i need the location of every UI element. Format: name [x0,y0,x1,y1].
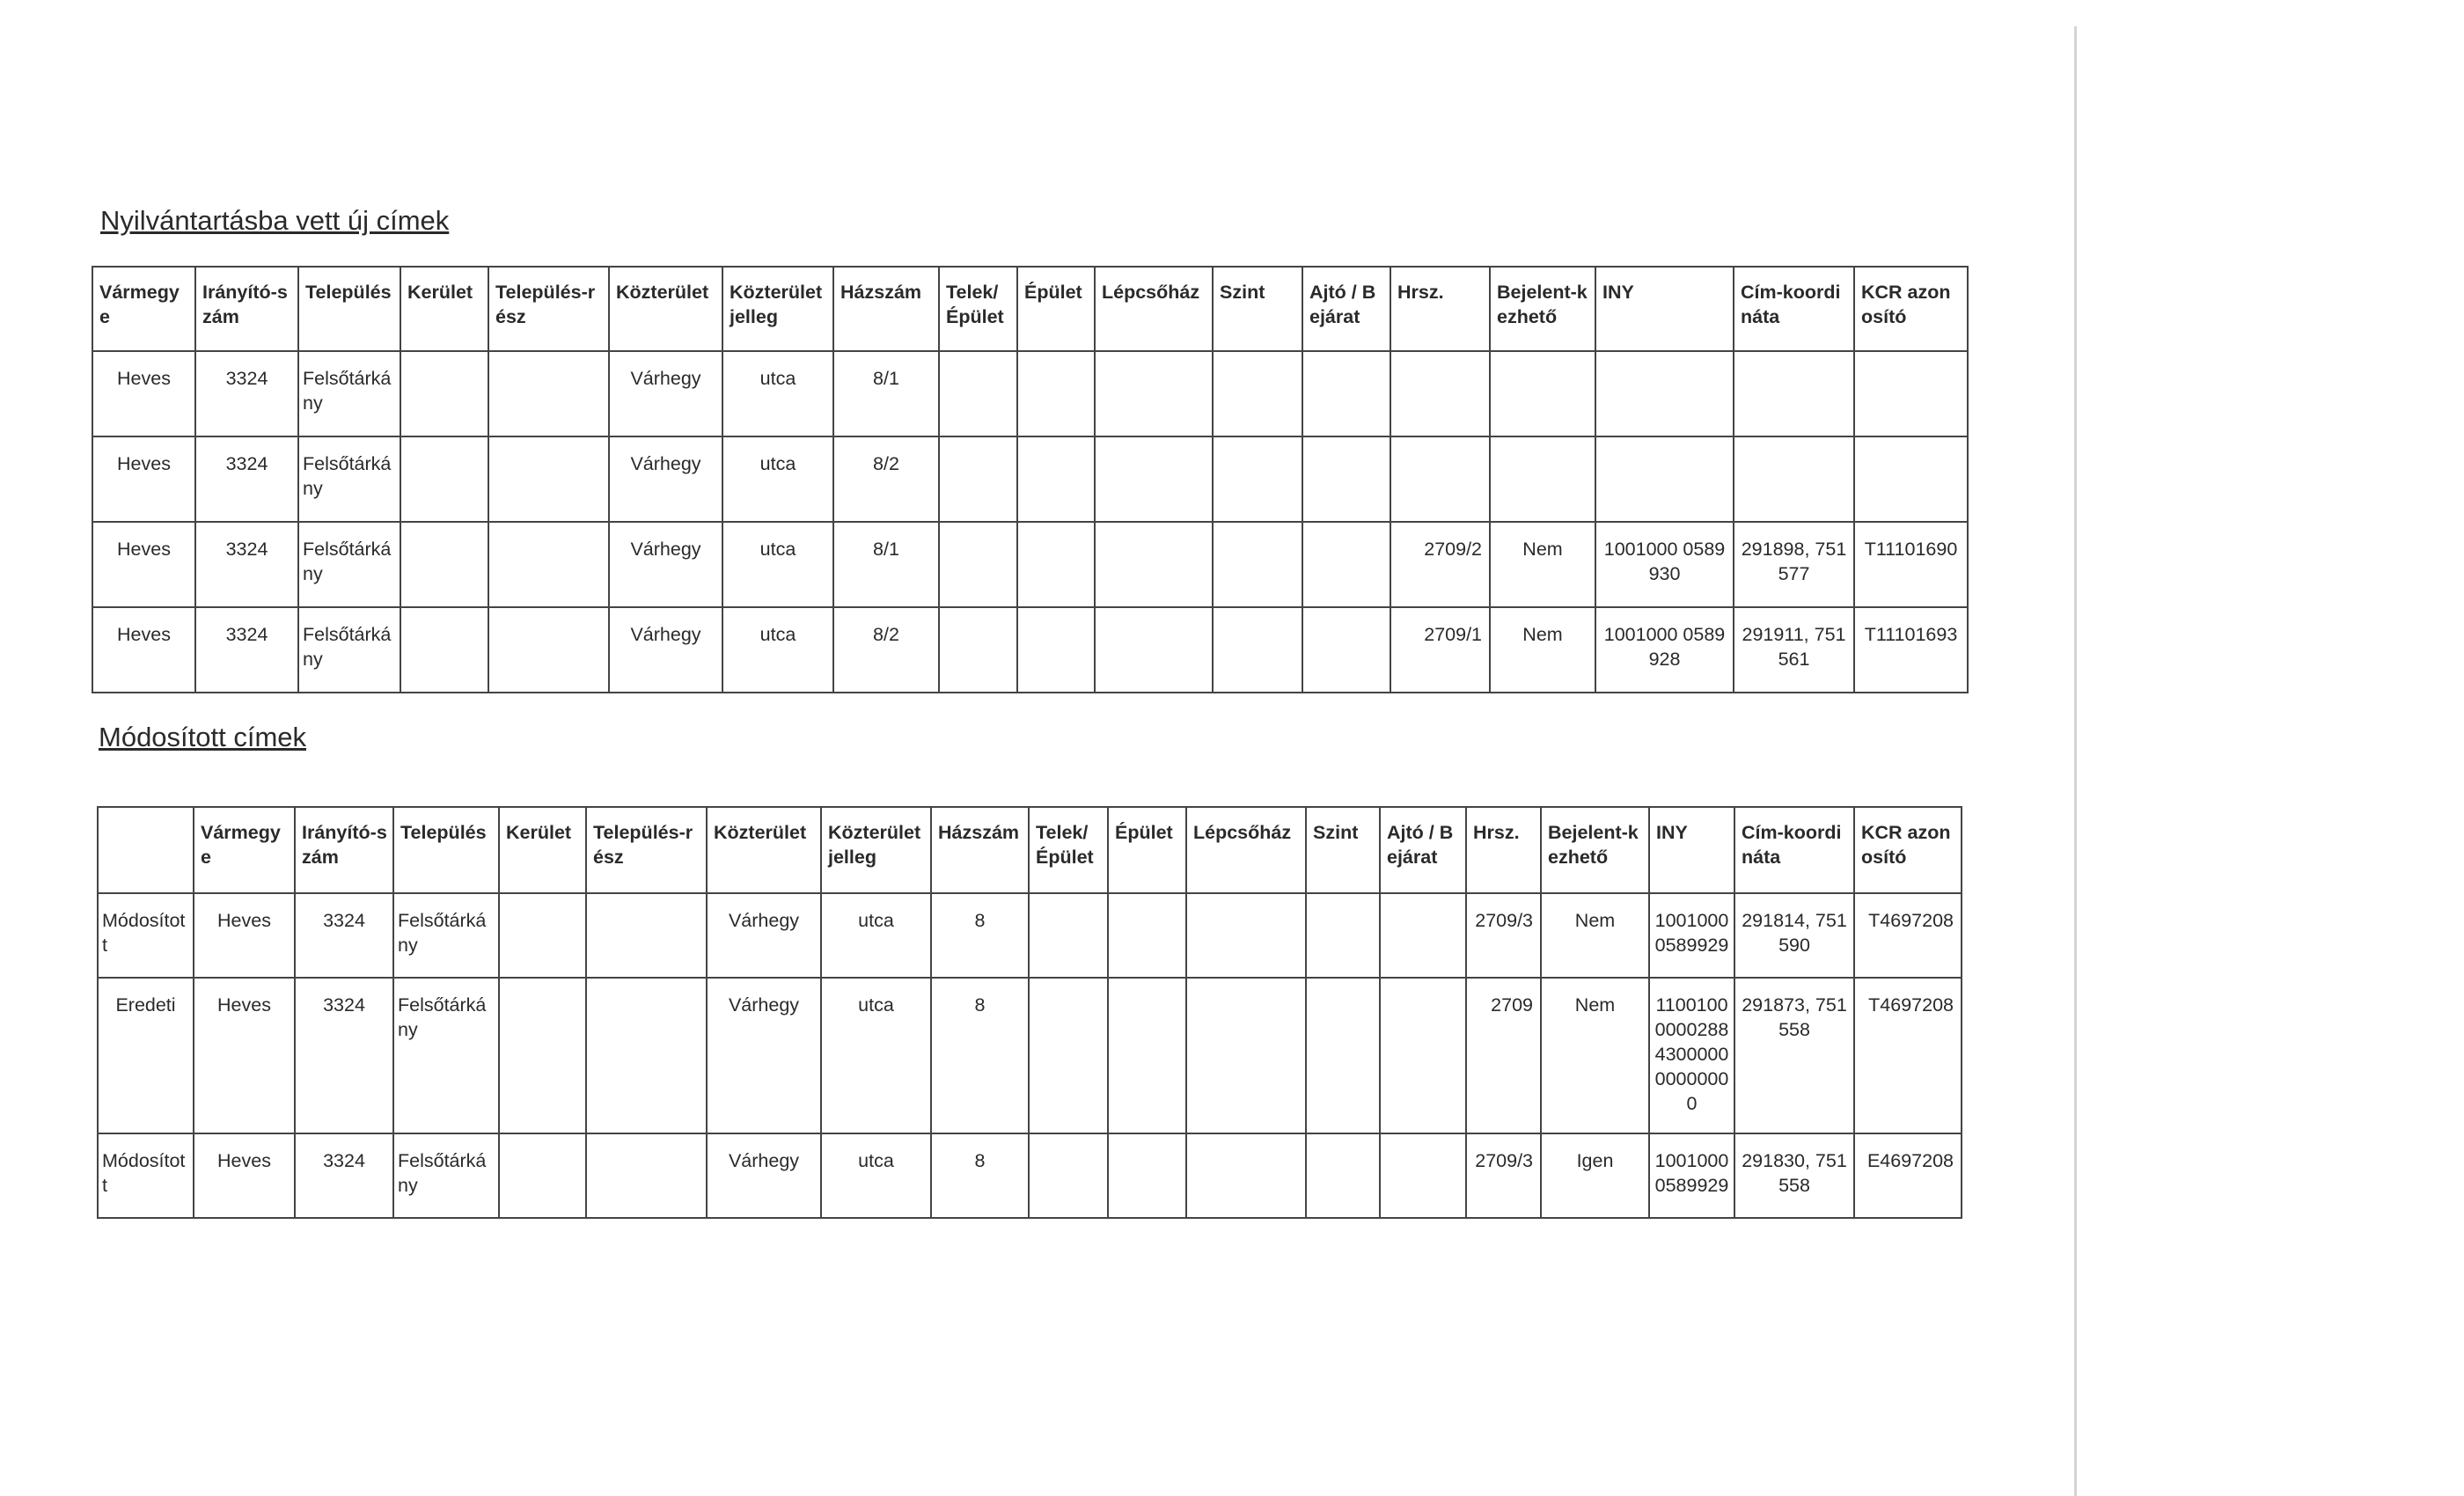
table-cell: 2709 [1466,978,1541,1133]
new-addresses-table [92,266,1969,693]
column-header: Vármegye [194,807,295,893]
column-header: Kerület [400,267,488,351]
table-cell [1306,893,1380,978]
table-cell: 1001000 0589928 [1595,607,1734,693]
table-cell [1186,1133,1306,1218]
column-header: Közterület [707,807,821,893]
table-cell: 291911, 751561 [1734,607,1854,693]
table-cell [1390,436,1490,522]
table-cell: 8/2 [833,436,939,522]
table-cell: utca [821,978,931,1133]
table-cell: Nem [1541,978,1649,1133]
table-cell: 1001000 0589930 [1595,522,1734,607]
column-header: Bejelent-kezhető [1490,267,1595,351]
table-cell: Igen [1541,1133,1649,1218]
column-header: Hrsz. [1466,807,1541,893]
table-cell: Nem [1490,607,1595,693]
table-cell: Nem [1541,893,1649,978]
table-cell [499,893,586,978]
table-cell [400,522,488,607]
table-cell: utca [722,351,833,436]
column-header: Irányító-szám [195,267,298,351]
column-header: Telek/ Épület [939,267,1017,351]
table-cell: 1001000 0589929 [1649,893,1734,978]
table-cell [400,351,488,436]
table-cell: utca [821,893,931,978]
table-row [92,522,1968,607]
row-status-cell: Módosított [98,1133,194,1218]
table-cell [1302,607,1390,693]
table-cell: T11101693 [1854,607,1968,693]
table-cell: Várhegy [609,351,722,436]
table-cell: Felsőtárkány [393,1133,499,1218]
table-cell [400,436,488,522]
table-cell: T4697208 [1854,978,1962,1133]
table-cell [586,1133,707,1218]
table-cell [1390,351,1490,436]
table-cell: utca [821,1133,931,1218]
table-cell [1302,351,1390,436]
table-cell: T4697208 [1854,893,1962,978]
page-edge-line [2074,26,2077,1496]
column-header: Szint [1306,807,1380,893]
table-cell: 8 [931,978,1029,1133]
column-header: KCR azonosító [1854,267,1968,351]
table-cell [488,607,609,693]
table-row [92,351,1968,436]
table-cell: Heves [194,893,295,978]
table-cell: 291830, 751558 [1734,1133,1854,1218]
column-header: Közterület [609,267,722,351]
column-header: Épület [1017,267,1095,351]
table-cell: 2709/3 [1466,1133,1541,1218]
table-cell [1380,978,1466,1133]
table-cell: 3324 [195,436,298,522]
table-cell: utca [722,436,833,522]
table-cell [1095,351,1213,436]
table-cell [1734,436,1854,522]
table-cell: 2709/3 [1466,893,1541,978]
table-cell: 3324 [295,893,393,978]
column-header: Kerület [499,807,586,893]
table-row [92,436,1968,522]
table-cell: Felsőtárkány [298,607,400,693]
row-status-cell: Módosított [98,893,194,978]
table-cell [488,351,609,436]
table-cell: Heves [194,1133,295,1218]
table-cell: 3324 [295,978,393,1133]
table-cell [1017,607,1095,693]
table-cell: Várhegy [609,522,722,607]
table-cell [499,1133,586,1218]
table-cell [1213,522,1302,607]
table-cell [1186,893,1306,978]
table-cell [1095,436,1213,522]
table-cell [1854,351,1968,436]
table-cell [488,436,609,522]
table-header-row [92,267,1968,351]
table-cell: Várhegy [707,1133,821,1218]
modified-addresses-title: Módosított címek [99,722,307,752]
table-cell: 3324 [295,1133,393,1218]
table-cell [1029,978,1108,1133]
new-addresses-title: Nyilvántartásba vett új címek [100,205,450,236]
column-header: INY [1595,267,1734,351]
column-header: INY [1649,807,1734,893]
table-cell: Felsőtárkány [298,436,400,522]
table-cell: 1001000 0589929 [1649,1133,1734,1218]
table-cell [1734,351,1854,436]
table-cell: Felsőtárkány [298,351,400,436]
row-status-cell: Eredeti [98,978,194,1133]
table-cell: 291898, 751577 [1734,522,1854,607]
table-cell: Heves [194,978,295,1133]
column-header: Bejelent-kezhető [1541,807,1649,893]
table-cell [1213,607,1302,693]
column-header: Település [393,807,499,893]
table-cell: T11101690 [1854,522,1968,607]
table-cell: 8/2 [833,607,939,693]
column-header: Lépcsőház [1095,267,1213,351]
table-cell: Felsőtárkány [298,522,400,607]
table-cell [1017,436,1095,522]
table-cell [1108,1133,1186,1218]
table-cell [939,351,1017,436]
table-cell [1108,978,1186,1133]
table-cell [1029,1133,1108,1218]
table-cell [586,893,707,978]
column-header: Közterület jelleg [722,267,833,351]
table-cell: 1100100 0000288 4300000 0000000 0 [1649,978,1734,1133]
table-cell [1302,522,1390,607]
table-cell [1380,1133,1466,1218]
column-header: KCR azonosító [1854,807,1962,893]
table-row [92,607,1968,693]
table-cell: 291814, 751590 [1734,893,1854,978]
table-cell [1213,436,1302,522]
table-cell [488,522,609,607]
table-cell: 3324 [195,351,298,436]
column-header: Telek/ Épület [1029,807,1108,893]
table-cell [1380,893,1466,978]
table-row [98,893,1962,978]
table-cell: 8 [931,893,1029,978]
column-header: Ajtó / Bejárat [1380,807,1466,893]
table-cell: Várhegy [609,607,722,693]
table-cell [1490,436,1595,522]
table-cell [1595,351,1734,436]
table-cell: Heves [92,436,195,522]
table-cell: Felsőtárkány [393,893,499,978]
table-cell [1017,351,1095,436]
table-cell [1490,351,1595,436]
table-cell: 3324 [195,607,298,693]
table-cell [1302,436,1390,522]
column-header: Szint [1213,267,1302,351]
table-cell: 3324 [195,522,298,607]
column-header [98,807,194,893]
table-cell [1017,522,1095,607]
table-cell: Várhegy [707,978,821,1133]
column-header: Település-rész [586,807,707,893]
column-header: Épület [1108,807,1186,893]
table-cell [499,978,586,1133]
table-cell [1108,893,1186,978]
table-cell [939,607,1017,693]
column-header: Település [298,267,400,351]
table-cell: 291873, 751558 [1734,978,1854,1133]
table-cell [1029,893,1108,978]
table-row [98,1133,1962,1218]
table-cell [1186,978,1306,1133]
table-cell [1095,522,1213,607]
column-header: Cím-koordináta [1734,807,1854,893]
table-cell: utca [722,607,833,693]
table-cell: Heves [92,351,195,436]
column-header: Cím-koordináta [1734,267,1854,351]
column-header: Ajtó / Bejárat [1302,267,1390,351]
column-header: Házszám [833,267,939,351]
table-header-row [98,807,1962,893]
table-row [98,978,1962,1133]
column-header: Házszám [931,807,1029,893]
table-cell [1213,351,1302,436]
table-cell [939,522,1017,607]
table-cell [1306,978,1380,1133]
table-cell: 2709/1 [1390,607,1490,693]
column-header: Település-rész [488,267,609,351]
table-cell [586,978,707,1133]
column-header: Lépcsőház [1186,807,1306,893]
table-cell: Heves [92,607,195,693]
table-cell: Várhegy [707,893,821,978]
table-cell: utca [722,522,833,607]
column-header: Irányító-szám [295,807,393,893]
table-cell [1306,1133,1380,1218]
modified-addresses-table [97,806,1962,1219]
table-cell: 2709/2 [1390,522,1490,607]
table-cell: E4697208 [1854,1133,1962,1218]
table-cell: 8 [931,1133,1029,1218]
table-cell [1854,436,1968,522]
column-header: Közterület jelleg [821,807,931,893]
table-cell [939,436,1017,522]
table-cell [400,607,488,693]
column-header: Hrsz. [1390,267,1490,351]
table-cell: 8/1 [833,351,939,436]
table-cell: Nem [1490,522,1595,607]
table-cell [1095,607,1213,693]
table-cell: Heves [92,522,195,607]
table-cell: Felsőtárkány [393,978,499,1133]
table-cell: Várhegy [609,436,722,522]
column-header: Vármegye [92,267,195,351]
table-cell: 8/1 [833,522,939,607]
table-cell [1595,436,1734,522]
